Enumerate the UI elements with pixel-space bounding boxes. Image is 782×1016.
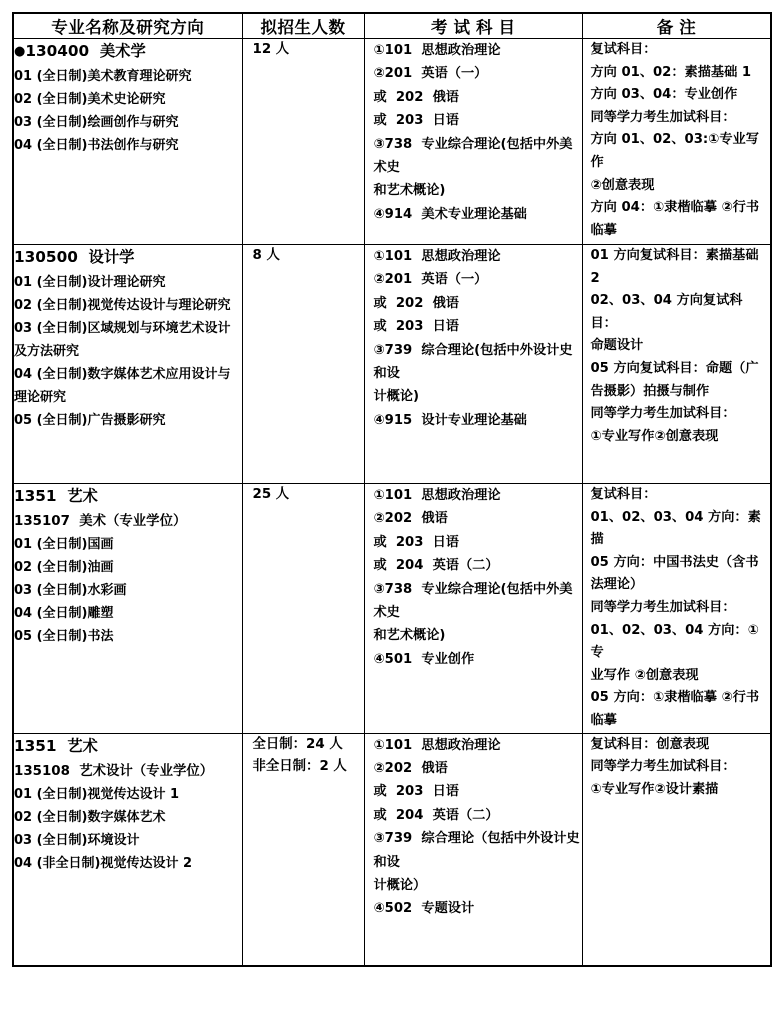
bullet-dot-icon: ● — [14, 44, 26, 59]
column-header-quota: 拟招生人数 — [242, 13, 364, 39]
exam-subject-line: 计概论） — [373, 877, 427, 893]
table-header-row — [13, 13, 771, 39]
cell-subjects-sheji — [364, 245, 582, 484]
research-direction: 及方法研究 — [14, 344, 80, 359]
exam-subject-line: 或 204 英语（二） — [373, 807, 499, 823]
research-direction: 01 (全日制)设计理论研究 — [14, 275, 166, 290]
remark-line: 同等学力考生加试科目： — [590, 599, 736, 615]
exam-subject-line: ④501 专业创作 — [373, 651, 475, 667]
remark-line: 方向 01、02、03:①专业写作 — [590, 132, 759, 170]
exam-subject-line: ②201 英语（一） — [373, 66, 488, 82]
exam-subject-line: ③739 综合理论（包括中外设计史和设 — [373, 831, 580, 870]
exam-subject-line: 或 203 日语 — [373, 534, 459, 550]
remark-line: 方向 01、02：素描基础 1 — [590, 64, 752, 80]
major-name: 艺术 — [67, 736, 98, 755]
table-row — [13, 733, 771, 966]
research-direction: 01 (全日制)国画 — [14, 537, 114, 552]
quota-value: 12 人 — [252, 42, 290, 57]
column-header-subjects: 考试科目 — [364, 13, 582, 39]
research-direction: 04 (全日制)书法创作与研究 — [14, 138, 179, 153]
remark-line: 临摹 — [590, 222, 617, 238]
major-title — [14, 39, 242, 64]
exam-subject-line: 或 203 日语 — [373, 113, 459, 129]
quota-value: 25 人 — [252, 487, 290, 502]
major-name: 美术学 — [99, 42, 146, 60]
research-direction: 05 (全日制)广告摄影研究 — [14, 413, 166, 428]
major-code: 1351 — [14, 736, 57, 755]
major-catalog-table — [12, 12, 772, 967]
research-direction: 03 (全日制)绘画创作与研究 — [14, 115, 179, 130]
major-subtitle: 135108 艺术设计（专业学位） — [14, 763, 214, 779]
remark-line: 同等学力考生加试科目： — [590, 406, 736, 422]
exam-subject-line: ③738 专业综合理论(包括中外美术史 — [373, 136, 573, 176]
research-direction: 04 (全日制)数字媒体艺术应用设计与 — [14, 367, 231, 382]
cell-remarks-yishu-sj — [582, 733, 771, 966]
remark-line: 01 方向复试科目：素描基础 2 — [590, 248, 764, 286]
cell-quota-meishuxue — [242, 39, 364, 245]
cell-remarks-yishu-ms — [582, 484, 771, 734]
remark-line: ②创意表现 — [590, 177, 655, 193]
exam-subject-line: ②202 俄语 — [373, 760, 448, 776]
exam-subject-line: ④502 专题设计 — [373, 901, 475, 917]
exam-subject-line: 和艺术概论) — [373, 183, 446, 199]
exam-subject-line: 计概论) — [373, 389, 420, 405]
cell-major-sheji — [13, 245, 242, 484]
remark-line: 方向 03、04：专业创作 — [590, 87, 738, 103]
remark-line: 告摄影）拍摄与制作 — [590, 383, 710, 399]
quota-value: 8 人 — [252, 248, 280, 263]
table-header — [13, 13, 771, 39]
remark-line: 05 方向：①隶楷临摹 ②行书 — [590, 690, 760, 706]
exam-subject-line: 或 202 俄语 — [373, 89, 459, 105]
research-direction: 04 (全日制)雕塑 — [14, 606, 114, 621]
cell-remarks-sheji — [582, 245, 771, 484]
research-direction: 03 (全日制)区域规划与环境艺术设计 — [14, 321, 231, 336]
remark-line: 02、03、04 方向复试科目： — [590, 293, 743, 331]
cell-major-yishu-ms — [13, 484, 242, 734]
cell-major-meishuxue — [13, 39, 242, 245]
quota-value: 非全日制：2 人 — [252, 758, 347, 774]
research-direction: 03 (全日制)环境设计 — [14, 832, 140, 848]
research-direction: 01 (全日制)美术教育理论研究 — [14, 69, 192, 84]
major-title — [14, 484, 242, 509]
remark-line: 方向 04：①隶楷临摹 ②行书 — [590, 200, 760, 216]
research-direction: 03 (全日制)水彩画 — [14, 583, 127, 598]
research-direction: 02 (全日制)数字媒体艺术 — [14, 809, 166, 825]
table-body — [13, 39, 771, 966]
table-row — [13, 484, 771, 734]
exam-subject-line: ③739 综合理论(包括中外设计史和设 — [373, 342, 573, 382]
major-code: 130500 — [14, 248, 78, 266]
research-direction: 04 (非全日制)视觉传达设计 2 — [14, 855, 193, 871]
exam-subject-line: 或 203 日语 — [373, 319, 459, 335]
exam-subject-line: ①101 思想政治理论 — [373, 43, 501, 58]
remark-line: ①专业写作②设计素描 — [590, 781, 719, 797]
table-row — [13, 245, 771, 484]
cell-quota-sheji — [242, 245, 364, 484]
remark-line: 05 方向：中国书法史（含书 — [590, 554, 759, 570]
exam-subject-line: 或 204 英语（二） — [373, 558, 499, 574]
remark-line: 临摹 — [590, 712, 617, 728]
cell-quota-yishu-ms — [242, 484, 364, 734]
cell-subjects-yishu-ms — [364, 484, 582, 734]
major-code: 1351 — [14, 487, 57, 505]
exam-subject-line: ①101 思想政治理论 — [373, 737, 501, 753]
remark-line: 命题设计 — [590, 338, 644, 354]
remark-line: 复试科目： — [590, 42, 657, 57]
major-name: 设计学 — [88, 248, 135, 266]
exam-subject-line: ④914 美术专业理论基础 — [373, 206, 527, 222]
remark-line: 同等学力考生加试科目： — [590, 109, 736, 125]
major-subtitle: 135107 美术（专业学位） — [14, 514, 187, 529]
exam-subject-line: 或 203 日语 — [373, 784, 459, 800]
column-header-major: 专业名称及研究方向 — [13, 13, 242, 39]
exam-subject-line: ②202 俄语 — [373, 511, 448, 527]
exam-subject-line: 和艺术概论) — [373, 628, 446, 644]
exam-subject-line: 或 202 俄语 — [373, 295, 459, 311]
major-title — [14, 734, 242, 759]
remark-line: 05 方向复试科目：命题（广 — [590, 360, 759, 376]
remark-line: 01、02、03、04 方向：素描 — [590, 509, 761, 548]
remark-line: 同等学力考生加试科目： — [590, 759, 736, 775]
cell-quota-yishu-sj — [242, 733, 364, 966]
remark-line: 法理论） — [590, 577, 644, 593]
remark-line: ①专业写作②创意表现 — [590, 428, 719, 444]
research-direction: 02 (全日制)美术史论研究 — [14, 92, 166, 107]
remark-line: 复试科目：创意表现 — [590, 736, 710, 752]
cell-remarks-meishuxue — [582, 39, 771, 245]
exam-subject-line: ①101 思想政治理论 — [373, 488, 501, 503]
column-header-remarks: 备注 — [582, 13, 771, 39]
cell-subjects-meishuxue — [364, 39, 582, 245]
cell-subjects-yishu-sj — [364, 733, 582, 966]
exam-subject-line: ①101 思想政治理论 — [373, 249, 501, 264]
research-direction: 理论研究 — [14, 390, 67, 405]
research-direction: 01 (全日制)视觉传达设计 1 — [14, 786, 180, 802]
table-row — [13, 39, 771, 245]
research-direction: 02 (全日制)视觉传达设计与理论研究 — [14, 298, 231, 313]
remark-line: 复试科目： — [590, 487, 657, 502]
remark-line: 01、02、03、04 方向：①专 — [590, 622, 759, 661]
research-direction: 02 (全日制)油画 — [14, 560, 114, 575]
cell-major-yishu-sj — [13, 733, 242, 966]
quota-value: 全日制：24 人 — [252, 736, 343, 752]
remark-line: 业写作 ②创意表现 — [590, 667, 699, 683]
major-title — [14, 245, 242, 270]
exam-subject-line: ②201 英语（一） — [373, 272, 488, 288]
major-code: 130400 — [25, 42, 90, 60]
research-direction: 05 (全日制)书法 — [14, 629, 114, 644]
major-name: 艺术 — [67, 487, 98, 505]
exam-subject-line: ④915 设计专业理论基础 — [373, 412, 527, 428]
exam-subject-line: ③738 专业综合理论(包括中外美术史 — [373, 581, 573, 621]
